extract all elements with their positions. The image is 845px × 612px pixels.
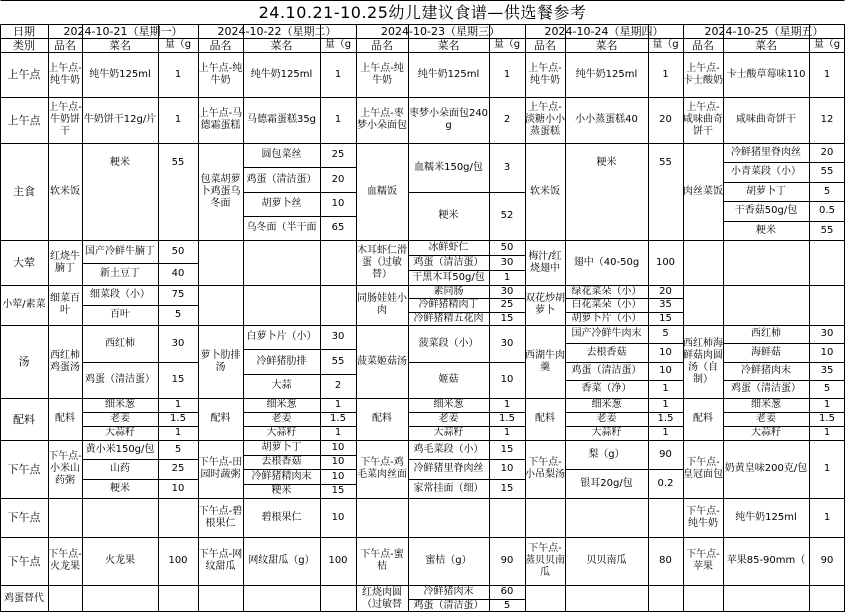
dish-name-cell: 下午点-纯牛奶	[686, 505, 720, 529]
day-date-header: 2024-10-21（星期一）	[63, 24, 183, 38]
ingredient-cell: 姬菇	[438, 374, 459, 385]
quantity-cell: 55	[331, 355, 345, 367]
category-cell: 主食	[13, 185, 35, 198]
dish-name-cell: 下午点-小米山药粥	[48, 451, 82, 486]
ingredient-cell: 马德霜蛋糕35g	[246, 114, 317, 125]
quantity-cell: 15	[331, 485, 345, 496]
quantity-cell: 30	[820, 328, 834, 339]
ingredient-cell: 圆包菜丝	[261, 149, 302, 160]
category-cell: 大荤	[13, 256, 35, 269]
ingredient-cell: 冰鲜虾仁	[428, 241, 469, 253]
ingredient-cell: 鸡蛋（清洁蛋）	[246, 173, 317, 185]
quantity-cell: 15	[500, 443, 514, 455]
dish-name-cell: 下午点-田园时蔬粥	[198, 457, 243, 480]
quantity-cell: 30	[500, 256, 514, 268]
quantity-cell: 30	[500, 337, 514, 349]
dish-name-cell: 上午点-卡士酸奶	[683, 62, 723, 86]
dish-column-header: 品名	[371, 38, 393, 52]
category-cell: 下午点	[7, 554, 41, 568]
category-cell: 配料	[13, 412, 35, 426]
ingredient-cell: 冷鲜猪精五花肉	[413, 312, 484, 324]
quantity-cell: 25	[331, 149, 345, 160]
dish-name-cell	[198, 285, 243, 325]
ingredient-cell: 国产冷鲜牛肉末	[571, 328, 642, 339]
ingredient-cell: 粳米	[271, 485, 292, 496]
quantity-cell: 10	[659, 346, 672, 358]
ingredient-cell: 火龙果	[105, 555, 135, 566]
quantity-cell: 60	[500, 586, 514, 597]
dish-name-cell: 上午点-纯牛奶	[360, 62, 404, 86]
quantity-column-header: 量（g	[652, 39, 679, 50]
category-label: 类別	[13, 38, 35, 52]
quantity-cell: 75	[171, 289, 185, 300]
dish-name-cell: 下午点-网纹甜瓜	[198, 549, 243, 572]
ingredient-cell: 冷鲜猪里脊肉丝	[413, 463, 484, 474]
quantity-cell: 1.5	[657, 413, 674, 424]
day-date-header: 2024-10-25（星期五）	[704, 24, 824, 38]
quantity-cell: 1	[662, 68, 669, 80]
ingredient-cell: 素同肠	[433, 285, 464, 297]
ingredient-cell: 胡萝卜丝	[261, 198, 302, 209]
quantity-cell: 10	[331, 470, 345, 482]
quantity-column-header: 量（g	[164, 39, 192, 50]
dish-name-cell	[48, 498, 82, 537]
ingredient-cell: 牛奶饼干12g/片	[83, 114, 157, 125]
quantity-cell: 55	[171, 157, 185, 168]
ingredient-cell: 小青菜段（小）	[731, 166, 801, 177]
ingredient-column-header: 菜名	[437, 38, 460, 52]
ingredient-cell: 粳米	[110, 482, 130, 494]
ingredient-cell: 细米葱	[751, 399, 781, 410]
dish-name-cell: 软米饭	[50, 185, 80, 197]
ingredient-cell: 去根香菇	[261, 456, 302, 467]
ingredient-cell: 大蒜籽	[105, 427, 135, 438]
dish-name-cell: 肉丝菜饭	[683, 185, 723, 197]
quantity-cell: 20	[820, 146, 834, 158]
category-cell: 鸡蛋替代	[4, 592, 44, 604]
quantity-cell: 1	[334, 427, 342, 438]
dish-name-cell: 下午点-碧根果仁	[198, 505, 243, 529]
quantity-cell: 1	[334, 68, 342, 80]
quantity-cell: 90	[659, 448, 672, 460]
ingredient-cell: 黄小米150g/包	[85, 443, 155, 455]
ingredient-cell: 胡萝卜丁	[261, 441, 302, 453]
ingredient-cell: 贝贝南瓜	[586, 555, 627, 566]
dish-column-header: 品名	[209, 38, 232, 52]
quantity-cell: 1	[662, 399, 669, 410]
dish-name-cell: 下午点-蒸贝贝南瓜	[525, 543, 565, 578]
ingredient-cell: 西红柿	[751, 328, 781, 339]
dish-name-cell: 下午点-苹果	[686, 549, 720, 572]
quantity-cell: 1	[174, 114, 182, 125]
ingredient-cell: 细米葱	[266, 399, 297, 410]
dish-name-cell	[198, 585, 243, 612]
dish-name-cell: 西红柿鸡蛋汤	[50, 349, 80, 373]
quantity-cell: 40	[171, 268, 185, 279]
quantity-cell: 1	[823, 68, 831, 80]
ingredient-cell: 冷鲜猪精肉末	[251, 470, 312, 482]
dish-name-cell: 下午点-小吊梨汤	[525, 457, 565, 480]
quantity-cell: 1.5	[499, 413, 515, 424]
ingredient-cell: 奶黄皇味200克/包	[724, 463, 808, 474]
quantity-cell: 25	[171, 463, 185, 474]
ingredient-cell: 干香菇50g/包	[734, 205, 798, 216]
dish-name-cell: 配料	[693, 413, 713, 424]
ingredient-cell: 乌冬面（半干面	[246, 222, 317, 233]
ingredient-cell: 冷鲜猪肉末	[423, 586, 474, 597]
quantity-cell: 10	[331, 441, 345, 453]
quantity-cell: 15	[500, 312, 514, 324]
ingredient-cell: 粳米	[756, 224, 776, 236]
ingredient-cell: 老姜	[271, 413, 292, 424]
quantity-cell: 90	[500, 555, 514, 566]
ingredient-cell: 粳米	[596, 157, 617, 168]
day-date-header: 2024-10-23（星期三）	[381, 24, 500, 38]
ingredient-cell: 细米葱	[433, 399, 464, 410]
ingredient-cell: 细菜段（小）	[90, 289, 150, 300]
ingredient-cell: 鸡蛋（清洁蛋）	[571, 365, 642, 376]
quantity-cell: 80	[659, 555, 672, 566]
quantity-cell: 55	[659, 157, 672, 168]
dish-name-cell: 上午点-纯牛奶	[528, 62, 562, 86]
dish-name-cell: 红烧牛腩丁	[50, 250, 80, 274]
ingredient-cell: 胡萝卜丁	[746, 185, 786, 197]
dish-name-cell	[683, 585, 723, 612]
quantity-cell: 1	[823, 399, 831, 410]
dish-name-cell: 上午点-淡糖小小蒸蛋糕	[525, 102, 565, 137]
ingredient-cell: 新土豆丁	[100, 268, 140, 279]
ingredient-cell: 纯牛奶125ml	[89, 68, 151, 80]
day-date-header: 2024-10-22（星期二）	[217, 24, 337, 38]
ingredient-cell: 苹果85-90mm（	[726, 555, 806, 566]
ingredient-cell: 山药	[110, 463, 130, 474]
ingredient-cell: 西红柿	[105, 337, 135, 349]
dish-name-cell: 上午点-纯牛奶	[198, 62, 243, 86]
quantity-cell: 5	[174, 309, 182, 320]
ingredient-cell: 纯牛奶125ml	[735, 511, 797, 523]
ingredient-column-header: 菜名	[755, 38, 777, 52]
quantity-cell: 12	[820, 114, 834, 125]
quantity-cell: 50	[500, 241, 514, 253]
ingredient-column-header: 菜名	[270, 38, 293, 52]
ingredient-cell: 鸡蛋（清洁蛋）	[85, 374, 155, 385]
ingredient-cell: 大蒜	[271, 380, 292, 391]
ingredient-cell: 大蒜籽	[433, 427, 464, 438]
category-cell: 下午点	[7, 462, 41, 476]
category-cell: 下午点	[7, 511, 41, 524]
dish-name-cell: 萝卜肋排汤	[200, 349, 241, 373]
ingredient-cell: 鸡蛋（清洁蛋）	[413, 599, 484, 611]
quantity-cell: 1	[823, 427, 831, 438]
quantity-cell: 10	[331, 198, 345, 209]
dish-name-cell	[525, 498, 565, 537]
quantity-cell: 55	[820, 166, 834, 177]
dish-name-cell: 菠菜姬菇汤	[357, 355, 407, 367]
ingredient-cell: 白花菜朵（小）	[571, 299, 642, 310]
quantity-cell: 15	[659, 312, 672, 324]
ingredient-cell: 梨（g）	[588, 448, 625, 460]
quantity-cell: 65	[331, 222, 345, 233]
ingredient-cell: 国产冷鲜牛腩丁	[85, 245, 155, 257]
ingredient-cell: 纯牛奶125ml	[575, 68, 638, 80]
ingredient-cell: 鸡蛋（清洁蛋）	[413, 256, 484, 268]
quantity-cell: 35	[659, 299, 672, 310]
quantity-cell: 1	[334, 399, 342, 410]
dish-name-cell: 同肠娃娃小肉	[357, 293, 407, 316]
ingredient-cell: 细米葱	[591, 399, 622, 410]
ingredient-cell: 细米葱	[105, 399, 135, 410]
dish-name-cell: 包菜胡萝卜鸡蛋乌冬面	[200, 173, 241, 209]
quantity-cell: 35	[820, 365, 834, 376]
quantity-cell: 10	[659, 365, 672, 376]
quantity-cell: 10	[500, 374, 514, 385]
quantity-column-header: 量（g	[813, 39, 841, 50]
ingredient-cell: 鸡蛋（清洁蛋）	[731, 383, 801, 394]
ingredient-cell: 银耳20g/包	[580, 477, 633, 489]
dish-name-cell: 软米饭	[530, 185, 560, 197]
dish-name-cell	[48, 585, 82, 612]
quantity-cell: 25	[500, 299, 514, 310]
quantity-cell: 5	[662, 328, 669, 339]
ingredient-cell: 冷鲜猪肋排	[256, 355, 307, 367]
dish-name-cell: 上午点-枣梦小朵面包	[357, 108, 407, 131]
date-label: 日期	[13, 24, 35, 38]
dish-name-cell: 红烧肉圆（过敏替	[362, 586, 402, 610]
category-cell: 上午点	[7, 68, 41, 81]
dish-name-cell: 血糯饭	[367, 185, 397, 197]
ingredient-cell: 碧根果仁	[261, 511, 302, 523]
ingredient-cell: 卡士酸草莓味110	[726, 68, 806, 80]
quantity-cell: 1	[503, 399, 511, 410]
quantity-cell: 0.5	[819, 205, 835, 216]
dish-name-cell: 木耳虾仁滑蛋（过敏替）	[357, 244, 407, 280]
dish-name-cell: 双花炒胡萝卜	[525, 293, 565, 316]
quantity-cell: 5	[823, 185, 831, 197]
dish-name-cell: 配料	[372, 413, 392, 424]
ingredient-cell: 去根香菇	[586, 346, 627, 358]
quantity-cell: 20	[331, 173, 345, 185]
dish-name-cell: 配料	[55, 413, 75, 424]
ingredient-cell: 大蒜籽	[591, 427, 622, 438]
ingredient-cell: 血糯米150g/包	[414, 161, 483, 173]
dish-name-cell: 上午点-马德霜蛋糕	[198, 108, 243, 131]
quantity-cell: 10	[500, 463, 514, 474]
ingredient-column-header: 菜名	[109, 38, 131, 52]
ingredient-cell: 胡萝卜片（小）	[571, 312, 642, 324]
quantity-cell: 5	[503, 599, 511, 611]
quantity-cell: 2	[503, 114, 511, 125]
quantity-cell: 30	[500, 285, 514, 297]
dish-name-cell: 西湖牛肉羹	[525, 349, 565, 373]
quantity-cell: 55	[820, 224, 834, 236]
quantity-column-header: 量（g	[493, 39, 521, 50]
quantity-cell: 1	[503, 271, 511, 283]
quantity-cell: 1	[503, 427, 511, 438]
ingredient-cell: 老姜	[756, 413, 776, 424]
ingredient-cell: 家常挂面（细）	[413, 482, 484, 494]
ingredient-cell: 香菜（净）	[581, 383, 632, 394]
quantity-cell: 5	[174, 443, 182, 455]
ingredient-cell: 大蒜籽	[266, 427, 297, 438]
quantity-cell: 1	[174, 399, 182, 410]
quantity-cell: 1.5	[170, 413, 186, 424]
dish-name-cell: 下午点-火龙果	[48, 549, 82, 572]
quantity-cell: 100	[168, 555, 188, 566]
quantity-cell: 1.5	[330, 413, 346, 424]
quantity-cell: 20	[659, 114, 672, 125]
ingredient-cell: 小小蒸蛋糕40	[575, 114, 638, 125]
dish-column-header: 品名	[692, 38, 714, 52]
ingredient-cell: 老姜	[596, 413, 617, 424]
ingredient-cell: 翅中（40-50g	[573, 256, 640, 268]
quantity-cell: 100	[328, 555, 348, 566]
quantity-cell: 0.2	[657, 477, 674, 489]
ingredient-cell: 菠菜段（小）	[418, 337, 479, 349]
ingredient-cell: 咸味曲奇饼干	[736, 114, 796, 125]
quantity-cell: 1.5	[819, 413, 835, 424]
dish-name-cell: 下午点-鸡毛菜肉丝面	[357, 457, 407, 480]
ingredient-cell: 纯牛奶125ml	[250, 68, 313, 80]
category-cell: 上午点	[7, 113, 41, 127]
ingredient-cell: 海鲜菇	[751, 346, 781, 358]
ingredient-cell: 冷鲜猪精肉丁	[418, 299, 479, 310]
dish-name-cell: 配料	[535, 413, 555, 424]
quantity-cell: 52	[500, 210, 514, 221]
ingredient-cell: 大蒜籽	[751, 427, 781, 438]
quantity-cell: 50	[171, 245, 185, 257]
dish-name-cell	[356, 498, 408, 537]
quantity-cell: 15	[171, 374, 185, 385]
quantity-cell: 1	[662, 427, 669, 438]
ingredient-cell: 老姜	[110, 413, 130, 424]
ingredient-cell: 干黑木耳50g/包	[412, 271, 485, 283]
ingredient-cell: 枣梦小朵面包240g	[408, 108, 489, 131]
ingredient-column-header: 菜名	[595, 38, 618, 52]
quantity-cell: 10	[331, 456, 345, 467]
quantity-cell: 1	[334, 114, 342, 125]
dish-name-cell	[683, 285, 723, 325]
dish-column-header: 品名	[534, 38, 556, 52]
ingredient-cell: 白萝卜片（小）	[246, 331, 317, 342]
dish-name-cell	[683, 240, 723, 285]
quantity-cell: 10	[171, 482, 185, 494]
dish-name-cell: 上午点-咸味曲奇饼干	[683, 102, 723, 137]
ingredient-cell: 冷鲜猪里脊肉丝	[731, 146, 801, 158]
dish-name-cell: 上午点-纯牛奶	[48, 62, 82, 86]
quantity-cell: 1	[503, 68, 511, 80]
dish-name-cell	[525, 585, 565, 612]
quantity-cell: 3	[503, 161, 511, 173]
quantity-cell: 90	[820, 555, 834, 566]
dish-name-cell: 梅汁/红烧翅中	[528, 250, 562, 274]
dish-name-cell: 细菜百叶	[50, 293, 80, 316]
dish-column-header: 品名	[54, 38, 76, 52]
quantity-column-header: 量（g	[324, 39, 352, 50]
quantity-cell: 100	[655, 256, 676, 268]
ingredient-cell: 老姜	[438, 413, 459, 424]
ingredient-cell: 百叶	[110, 309, 130, 320]
ingredient-cell: 鸡毛菜段（小）	[413, 443, 484, 455]
ingredient-cell: 网纹甜瓜（g）	[248, 555, 315, 566]
quantity-cell: 1	[174, 427, 182, 438]
ingredient-cell: 蜜桔（g）	[425, 555, 472, 566]
quantity-cell: 1	[823, 463, 831, 474]
day-date-header: 2024-10-24（星期四）	[544, 24, 664, 38]
quantity-cell: 20	[659, 285, 672, 297]
quantity-cell: 30	[331, 331, 345, 342]
dish-name-cell	[198, 240, 243, 285]
quantity-cell: 1	[662, 383, 669, 394]
quantity-cell: 10	[820, 346, 834, 358]
dish-name-cell: 西红柿海鲜菇肉圆汤（自制）	[683, 337, 723, 385]
ingredient-cell: 粳米	[110, 157, 130, 168]
quantity-cell: 10	[331, 511, 345, 523]
ingredient-cell: 粳米	[438, 210, 459, 221]
quantity-cell: 5	[823, 383, 831, 394]
quantity-cell: 1	[174, 68, 182, 80]
dish-name-cell: 上午点-牛奶饼干	[48, 102, 82, 137]
dish-name-cell: 下午点-蜜桔	[360, 549, 404, 572]
page-title: 24.10.21-10.25幼儿建议食谱—供选餐参考	[258, 2, 587, 22]
category-cell: 汤	[18, 355, 30, 368]
ingredient-cell: 纯牛奶125ml	[417, 68, 480, 80]
quantity-cell: 1	[823, 511, 831, 523]
category-cell: 小荤/素菜	[2, 299, 46, 310]
dish-name-cell: 配料	[210, 413, 231, 424]
ingredient-cell: 冷鲜猪肉末	[741, 365, 791, 376]
ingredient-cell: 绿花菜朵（小）	[571, 285, 642, 297]
quantity-cell: 30	[171, 337, 185, 349]
quantity-cell: 2	[334, 380, 342, 391]
quantity-cell: 15	[500, 482, 514, 494]
dish-name-cell: 下午点-皇冠面包	[683, 457, 723, 480]
